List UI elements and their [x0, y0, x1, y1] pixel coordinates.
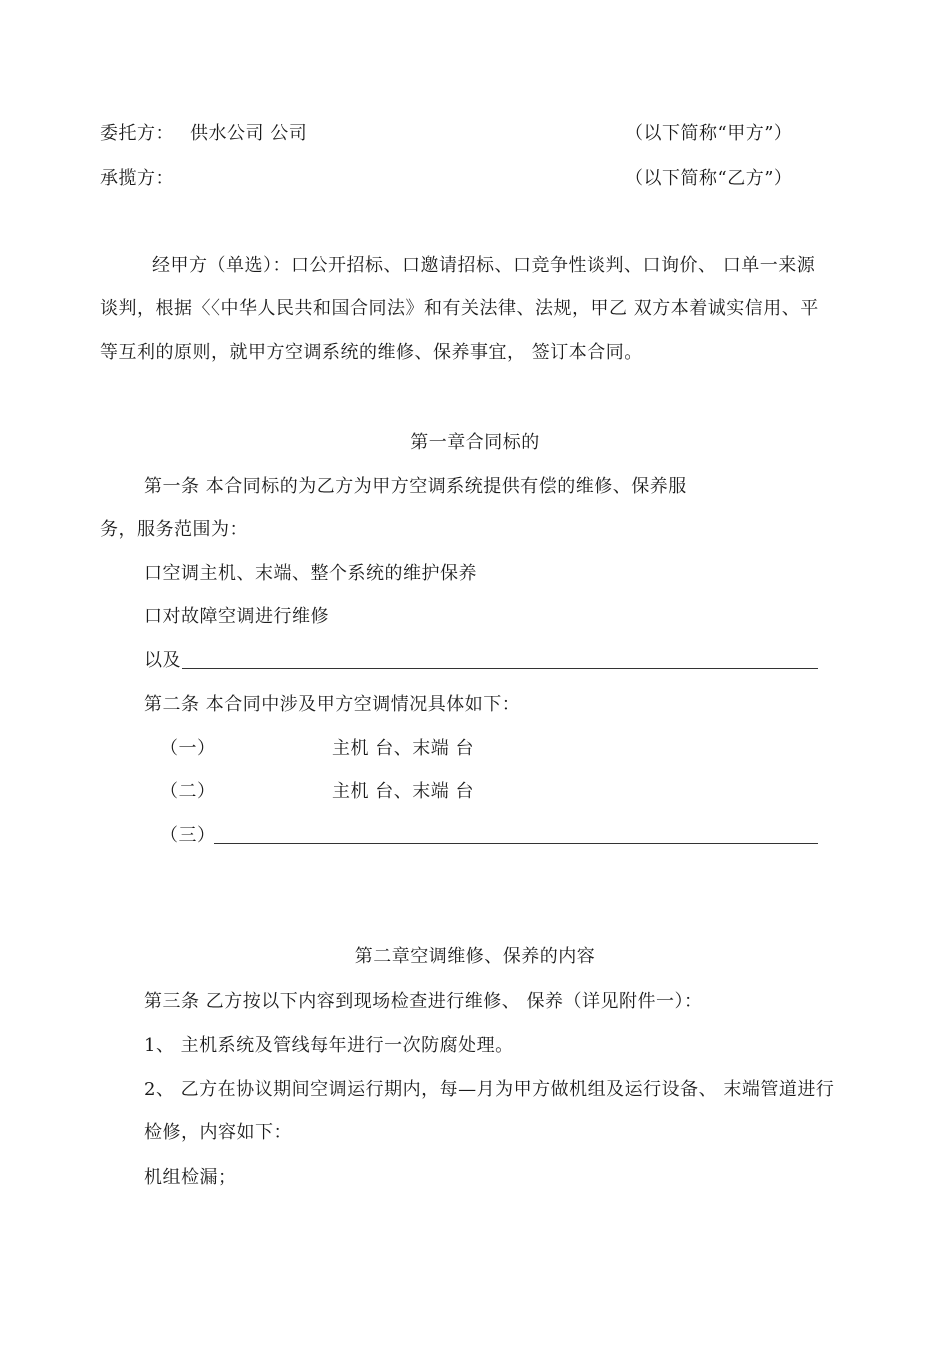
intro-line-1: 经甲方（单选）：口公开招标、口邀请招标、口竞争性谈判、口询价、 口单一来源: [152, 255, 816, 276]
contractor-label: 承揽方：: [100, 168, 174, 189]
article-1-line-2: 务，服务范围为：: [100, 519, 248, 540]
content-item-2-line-1: 2、 乙方在协议期间空调运行期内，每—月为甲方做机组及运行设备、 末端管道进行: [144, 1079, 835, 1100]
intro-line-3: 等互利的原则，就甲方空调系统的维修、保养事宜， 签订本合同。: [100, 342, 643, 363]
equipment-item-1-text: 主机 台、末端 台: [332, 738, 474, 759]
equipment-item-2-label: （二）: [160, 781, 216, 802]
article-3: 第三条 乙方按以下内容到现场检查进行维修、 保养（详见附件一）：: [144, 991, 703, 1012]
content-item-2-line-2: 检修，内容如下：: [144, 1122, 292, 1143]
client-name: 供水公司 公司: [190, 123, 308, 144]
content-item-1: 1、 主机系统及管线每年进行一次防腐处理。: [144, 1035, 514, 1056]
client-label: 委托方：: [100, 123, 174, 144]
service-option-repair: 口对故障空调进行维修: [144, 606, 329, 627]
service-option-maintenance: 口空调主机、末端、整个系统的维护保养: [144, 563, 477, 584]
service-option-other-blank: [182, 668, 818, 669]
article-1-line-1: 第一条 本合同标的为乙方为甲方空调系统提供有偿的维修、保养服: [144, 476, 687, 497]
equipment-item-2-text: 主机 台、末端 台: [332, 781, 474, 802]
chapter-1-title: 第一章合同标的: [410, 432, 540, 453]
client-abbreviation: （以下简称“甲方”）: [625, 123, 793, 144]
service-option-other-label: 以及: [144, 650, 181, 671]
intro-line-2: 谈判，根据〈〈中华人民共和国合同法》和有关法律、法规，甲乙 双方本着诚实信用、平: [100, 298, 819, 319]
content-item-3: 机组检漏；: [144, 1167, 237, 1188]
article-2: 第二条 本合同中涉及甲方空调情况具体如下：: [144, 694, 521, 715]
equipment-item-3-blank: [214, 843, 818, 844]
equipment-item-1-label: （一）: [160, 738, 216, 759]
chapter-2-title: 第二章空调维修、保养的内容: [354, 946, 596, 967]
contractor-abbreviation: （以下简称“乙方”）: [625, 168, 793, 189]
equipment-item-3-label: （三）: [160, 825, 216, 846]
